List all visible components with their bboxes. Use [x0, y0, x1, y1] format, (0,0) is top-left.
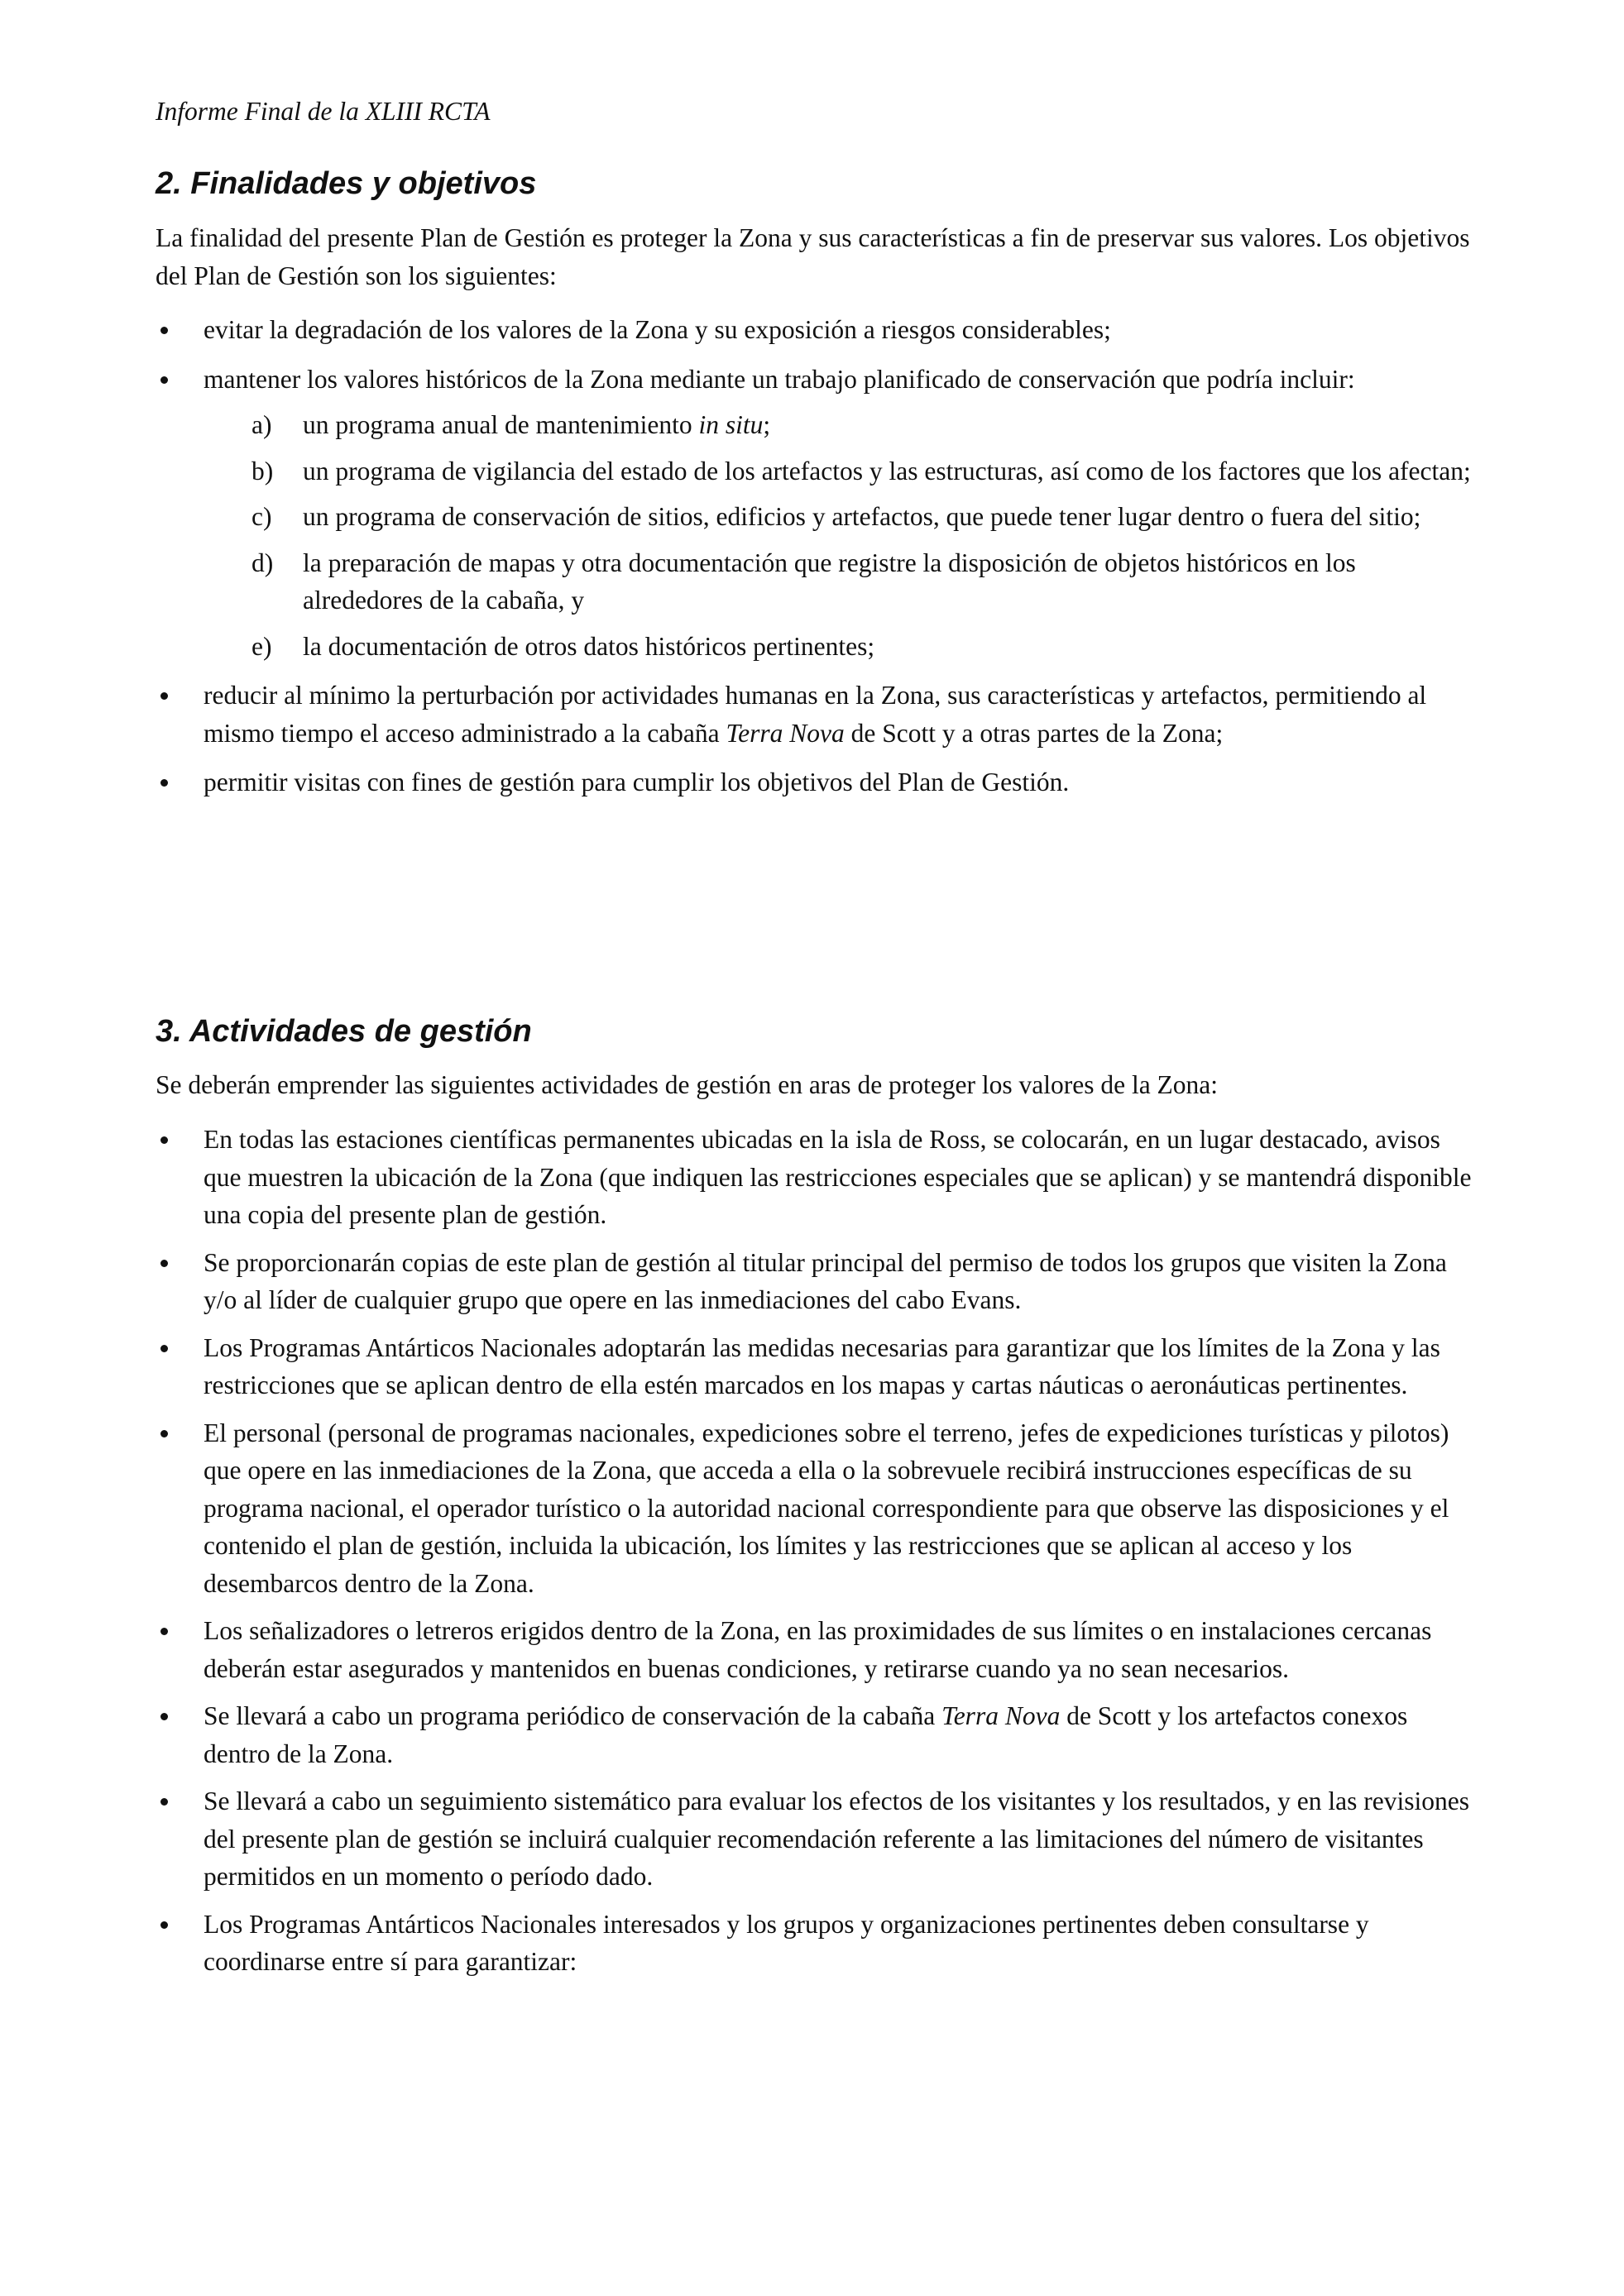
- list-item-text: Se proporcionarán copias de este plan de gestión al titular principal del permiso de todos los grupos que visiten la Zona y/o al líder de cualquier grupo que opere en las inmediaciones del cabo Evans.: [204, 1247, 1447, 1314]
- sub-list-marker: c): [252, 502, 272, 531]
- section-3-heading: 3. Actividades de gestión: [156, 1014, 532, 1049]
- list-item-text: Los Programas Antárticos Nacionales interesados y los grupos y organizaciones pertinentes deben consultarse y coordinarse entre sí para garantizar:: [204, 1909, 1369, 1976]
- list-item-text: de Scott y los artefactos conexos dentro de la Zona.: [204, 1701, 1408, 1768]
- list-item-text-italic: Terra Nova: [726, 718, 845, 748]
- sub-list-text: un programa de vigilancia del estado de los artefactos y las estructuras, así como de los factores que los afectan;: [303, 456, 1471, 486]
- list-item: [156, 763, 1479, 801]
- list-item-text: de Scott y a otras partes de la Zona;: [844, 718, 1224, 748]
- list-item-text: permitir visitas con fines de gestión para cumplir los objetivos del Plan de Gestión.: [204, 768, 1070, 796]
- sub-list-text: un programa anual de mantenimiento: [303, 410, 699, 439]
- list-item-text: Los señalizadores o letreros erigidos dentro de la Zona, en las proximidades de sus límites o en instalaciones cercanas deberán estar asegurados y mantenidos en buenas condiciones, y retirarse cuando ya no sean necesarios.: [204, 1616, 1432, 1683]
- conservation-program-sublist: [204, 406, 1479, 665]
- sub-list-text: un programa de conservación de sitios, edificios y artefactos, que puede tener lugar dentro o fuera del sitio;: [303, 502, 1421, 531]
- list-item: [156, 1121, 1479, 1234]
- list-item-text: Se llevará a cabo un seguimiento sistemático para evaluar los efectos de los visitantes y los resultados, y en las revisiones del presente plan de gestión se incluirá cualquier recomendación referente a las limitaciones del número de visitantes permitidos en un momento o período dado.: [204, 1787, 1469, 1891]
- section-2-heading: 2. Finalidades y objetivos: [156, 166, 537, 201]
- list-item-text: Se llevará a cabo un programa periódico de conservación de la cabaña: [204, 1701, 942, 1730]
- list-item: [156, 311, 1479, 349]
- sub-list-item: [204, 628, 1479, 666]
- list-item: [156, 1329, 1479, 1404]
- sub-list-item: [204, 452, 1479, 490]
- list-item-text: reducir al mínimo la perturbación por actividades humanas en la Zona, sus características y artefactos, permitiendo al mismo tiempo el acceso administrado a la cabaña: [204, 681, 1427, 748]
- list-item: [156, 1612, 1479, 1687]
- list-item: [156, 1414, 1479, 1603]
- sub-list-item: [204, 544, 1479, 619]
- list-item: [156, 677, 1479, 752]
- list-item: [156, 361, 1479, 666]
- sub-list-marker: e): [252, 631, 272, 661]
- section-2-intro: La finalidad del presente Plan de Gestión es proteger la Zona y sus características a fin de preservar sus valores. Los objetivos del Plan de Gestión son los siguientes:: [156, 223, 1470, 290]
- list-item-text: En todas las estaciones científicas permanentes ubicadas en la isla de Ross, se colocarán, en un lugar destacado, avisos que muestren la ubicación de la Zona (que indiquen las restricciones especiales que se aplican) y se mantendrá disponible una copia del presente plan de gestión.: [204, 1125, 1472, 1229]
- section-2-objectives-list: [156, 311, 1479, 801]
- sub-list-marker: b): [252, 456, 274, 486]
- list-item: [156, 1697, 1479, 1772]
- section-3-activities-list: [156, 1121, 1479, 1981]
- list-item: [156, 1244, 1479, 1319]
- section-3-intro: Se deberán emprender las siguientes actividades de gestión en aras de proteger los valores de la Zona:: [156, 1070, 1219, 1099]
- sub-list-text: la preparación de mapas y otra documentación que registre la disposición de objetos históricos en los alrededores de la cabaña, y: [303, 548, 1356, 615]
- sub-list-marker: a): [252, 410, 272, 439]
- list-item: [156, 1782, 1479, 1896]
- list-item-text: El personal (personal de programas nacionales, expediciones sobre el terreno, jefes de expediciones turísticas y pilotos) que opere en las inmediaciones de la Zona, que acceda a ella o la sobrevuele recibirá instrucciones específicas de su programa nacional, el operador turístico o la autoridad nacional correspondiente para que observe las disposiciones y el contenido el plan de gestión, incluida la ubicación, los límites y las restricciones que se aplican al acceso y los desembarcos dentro de la Zona.: [204, 1418, 1449, 1598]
- sub-list-marker: d): [252, 548, 274, 577]
- sub-list-text: ;: [763, 410, 771, 439]
- list-item-text: evitar la degradación de los valores de la Zona y su exposición a riesgos considerables;: [204, 315, 1111, 344]
- sub-list-text-italic: in situ: [698, 410, 764, 439]
- sub-list-item: [204, 406, 1479, 444]
- sub-list-text: la documentación de otros datos históricos pertinentes;: [303, 631, 875, 661]
- list-item: [156, 1906, 1479, 1981]
- sub-list-item: [204, 498, 1479, 536]
- list-item-text-italic: Terra Nova: [941, 1701, 1061, 1730]
- list-item-text: Los Programas Antárticos Nacionales adoptarán las medidas necesarias para garantizar que los límites de la Zona y las restricciones que se aplican dentro de ella estén marcados en los mapas y cartas náuticas o aeronáuticas pertinentes.: [204, 1332, 1440, 1399]
- list-item-text: mantener los valores históricos de la Zona mediante un trabajo planificado de conservación que podría incluir:: [204, 364, 1355, 394]
- running-header: Informe Final de la XLIII RCTA: [156, 97, 491, 126]
